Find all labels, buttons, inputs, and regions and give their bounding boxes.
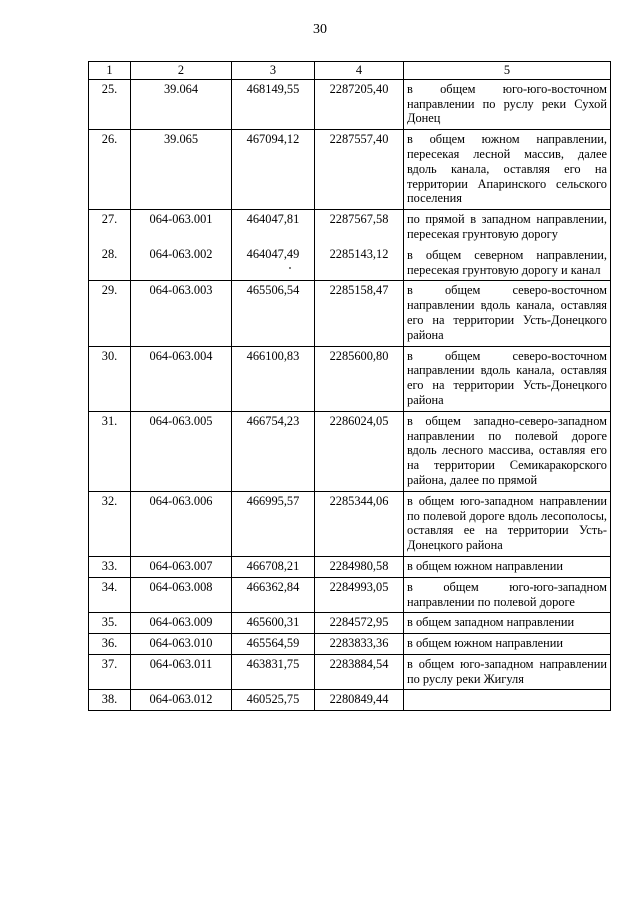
direction-description: по прямой в западном направлении, пересекая грунтовую дорогу (407, 212, 607, 241)
coord-y: 2287557,40 (315, 130, 404, 210)
header-cell-1: 1 (89, 62, 131, 80)
direction-description: в общем юго-юго-западном направлении по полевой дороге (404, 577, 611, 613)
coord-y: 2284572,95 (315, 613, 404, 634)
table-row (89, 130, 611, 210)
direction-description: в общем северо-восточном направлении вдоль канала, оставляя его на территории Усть-Донецкого района (404, 346, 611, 411)
table-row (89, 281, 611, 346)
table-row (89, 346, 611, 411)
row-number: 25. (89, 79, 131, 129)
table-row (89, 613, 611, 634)
direction-description: в общем западно-северо-западном направлении по полевой дороге вдоль лесного массива, оставляя его на территории Семикаракорского района, далее по прямой (404, 411, 611, 491)
row-number: 37. (89, 654, 131, 690)
coord-y: 2284993,05 (315, 577, 404, 613)
header-cell-2: 2 (131, 62, 232, 80)
row-number: 31. (89, 411, 131, 491)
coord-y: 2280849,44 (315, 690, 404, 711)
coord-y: 2285143,12 (329, 246, 389, 261)
direction-description: в общем юго-западном направлении по руслу реки Жигуля (404, 654, 611, 690)
coord-y: 2285600,80 (315, 346, 404, 411)
coord-x: 465600,31 (232, 613, 315, 634)
coord-y: 2287205,40 (315, 79, 404, 129)
coord-y: 2286024,05 (315, 411, 404, 491)
table-row (89, 411, 611, 491)
boundary-points-table (88, 61, 611, 711)
coord-y: 2285158,47 (315, 281, 404, 346)
coord-x: 460525,75 (232, 690, 315, 711)
coord-y: 2284980,58 (315, 556, 404, 577)
coord-x: 467094,12 (232, 130, 315, 210)
point-id: 064-063.003 (131, 281, 232, 346)
coord-x: 466995,57 (232, 491, 315, 556)
direction-description: в общем северном направлении, пересекая грунтовую дорогу и канал (407, 247, 607, 277)
row-number: 33. (89, 556, 131, 577)
point-id: 064-063.010 (131, 634, 232, 655)
table-row-merged (89, 210, 611, 281)
coord-y: 2285344,06 (315, 491, 404, 556)
table-row (89, 654, 611, 690)
coord-x: 464047,49 (246, 246, 300, 261)
row-number: 27. (101, 212, 118, 227)
point-id: 064-063.006 (131, 491, 232, 556)
point-id: 064-063.005 (131, 411, 232, 491)
direction-description: в общем юго-юго-восточном направлении по руслу реки Сухой Донец (404, 79, 611, 129)
row-number: 36. (89, 634, 131, 655)
coord-x: 466362,84 (232, 577, 315, 613)
row-number: 30. (89, 346, 131, 411)
coord-x: 465564,59 (232, 634, 315, 655)
table-row (89, 556, 611, 577)
direction-description: в общем северо-восточном направлении вдоль канала, оставляя его на территории Усть-Донецкого района (404, 281, 611, 346)
coord-x: 468149,55 (232, 79, 315, 129)
row-number: 32. (89, 491, 131, 556)
row-number: 35. (89, 613, 131, 634)
point-id: 064-063.009 (131, 613, 232, 634)
coord-x: 466100,83 (232, 346, 315, 411)
page-number: 30 (313, 22, 327, 37)
coord-y: 2283833,36 (315, 634, 404, 655)
row-number: 38. (89, 690, 131, 711)
coord-x: 466754,23 (232, 411, 315, 491)
direction-description: в общем южном направлении, пересекая лесной массив, далее вдоль канала, оставляя его на территории Апаринского сельского поселения (404, 130, 611, 210)
coord-x: 464047,81 (246, 212, 300, 227)
point-id: 064-063.002 (149, 246, 213, 261)
table-row (89, 690, 611, 711)
row-number: 29. (89, 281, 131, 346)
row-number: 34. (89, 577, 131, 613)
point-id: 064-063.012 (131, 690, 232, 711)
coord-y-pair (315, 210, 404, 281)
coord-y: 2283884,54 (315, 654, 404, 690)
header-cell-5: 5 (404, 62, 611, 80)
point-id: 39.065 (131, 130, 232, 210)
coord-y: 2287567,58 (329, 212, 389, 227)
direction-description: в общем южном направлении (404, 556, 611, 577)
table-row (89, 79, 611, 129)
direction-description (404, 690, 611, 711)
point-id-pair (131, 210, 232, 281)
row-number: 26. (89, 130, 131, 210)
coord-x: 465506,54 (232, 281, 315, 346)
direction-description: в общем южном направлении (404, 634, 611, 655)
point-id: 064-063.001 (149, 212, 213, 227)
table-row (89, 577, 611, 613)
header-cell-3: 3 (232, 62, 315, 80)
point-id: 064-063.011 (131, 654, 232, 690)
coord-x: 463831,75 (232, 654, 315, 690)
table-header-row (89, 62, 611, 80)
row-number: 28. (101, 246, 118, 261)
point-id: 39.064 (131, 79, 232, 129)
point-id: 064-063.007 (131, 556, 232, 577)
point-id: 064-063.004 (131, 346, 232, 411)
direction-description: в общем западном направлении (404, 613, 611, 634)
direction-description-pair (404, 210, 611, 281)
direction-description: в общем юго-западном направлении по полевой дороге вдоль лесополосы, оставляя ее на территории Усть-Донецкого района (404, 491, 611, 556)
table-row (89, 491, 611, 556)
table-row (89, 634, 611, 655)
row-number-pair (89, 210, 131, 281)
coord-x: 466708,21 (232, 556, 315, 577)
point-id: 064-063.008 (131, 577, 232, 613)
coord-x-pair (232, 210, 315, 281)
header-cell-4: 4 (315, 62, 404, 80)
